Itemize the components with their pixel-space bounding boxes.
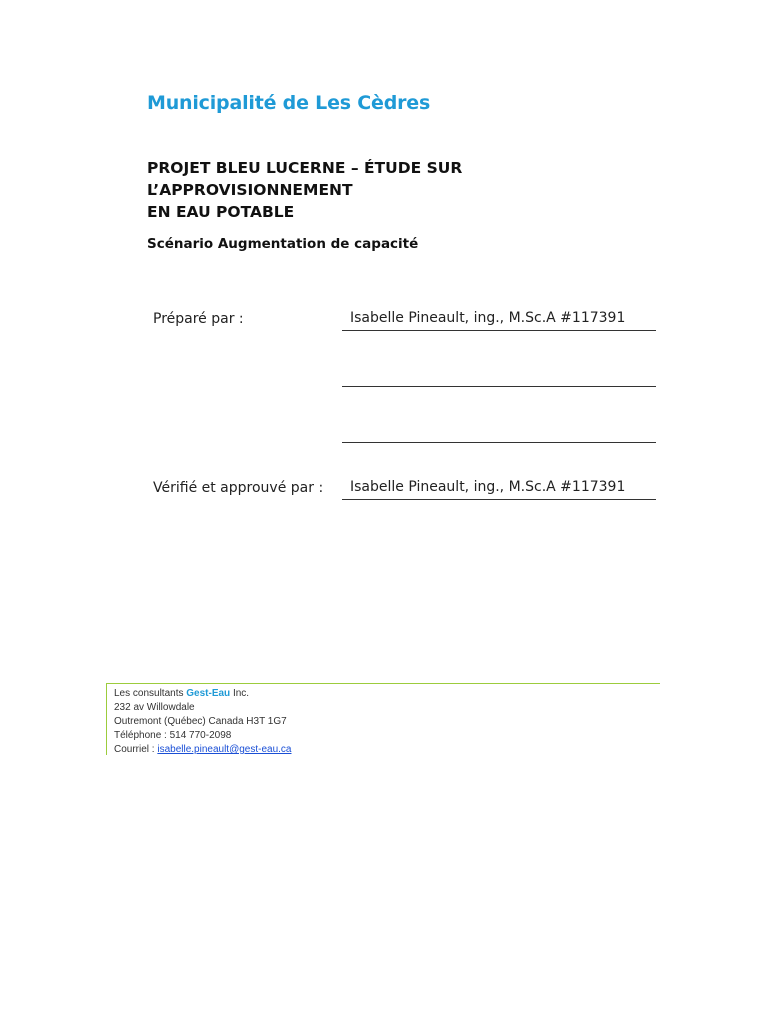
approved-by-field <box>342 479 656 500</box>
project-title-line-1: PROJET BLEU LUCERNE – ÉTUDE SUR L’APPROVISIONNEMENT <box>147 159 463 199</box>
project-title <box>147 157 667 223</box>
contact-email-row <box>114 743 660 757</box>
company-name <box>114 687 660 701</box>
contact-address: 232 av Willowdale <box>114 702 195 713</box>
signature-line-blank-1 <box>342 366 656 387</box>
email-link[interactable]: isabelle.pineault@gest-eau.ca <box>157 744 292 755</box>
company-prefix: Les consultants <box>114 688 187 699</box>
contact-block <box>106 683 660 755</box>
signature-line-blank-2 <box>342 422 656 443</box>
prepared-by-label: Préparé par : <box>153 311 244 327</box>
contact-phone: Téléphone : 514 770-2098 <box>114 730 232 741</box>
project-title-line-2: EN EAU POTABLE <box>147 203 295 221</box>
municipality-title: Municipalité de Les Cèdres <box>147 92 431 114</box>
prepared-by-field <box>342 310 656 331</box>
company-brand: Gest-Eau <box>186 688 231 699</box>
email-label: Courriel : <box>114 744 158 755</box>
prepared-by-value: Isabelle Pineault, ing., M.Sc.A #117391 <box>350 310 626 326</box>
approved-by-label: Vérifié et approuvé par : <box>153 480 324 496</box>
approved-by-value: Isabelle Pineault, ing., M.Sc.A #117391 <box>350 479 626 495</box>
contact-city: Outremont (Québec) Canada H3T 1G7 <box>114 716 287 727</box>
company-suffix: Inc. <box>230 688 250 699</box>
scenario-subtitle: Scénario Augmentation de capacité <box>147 236 419 252</box>
